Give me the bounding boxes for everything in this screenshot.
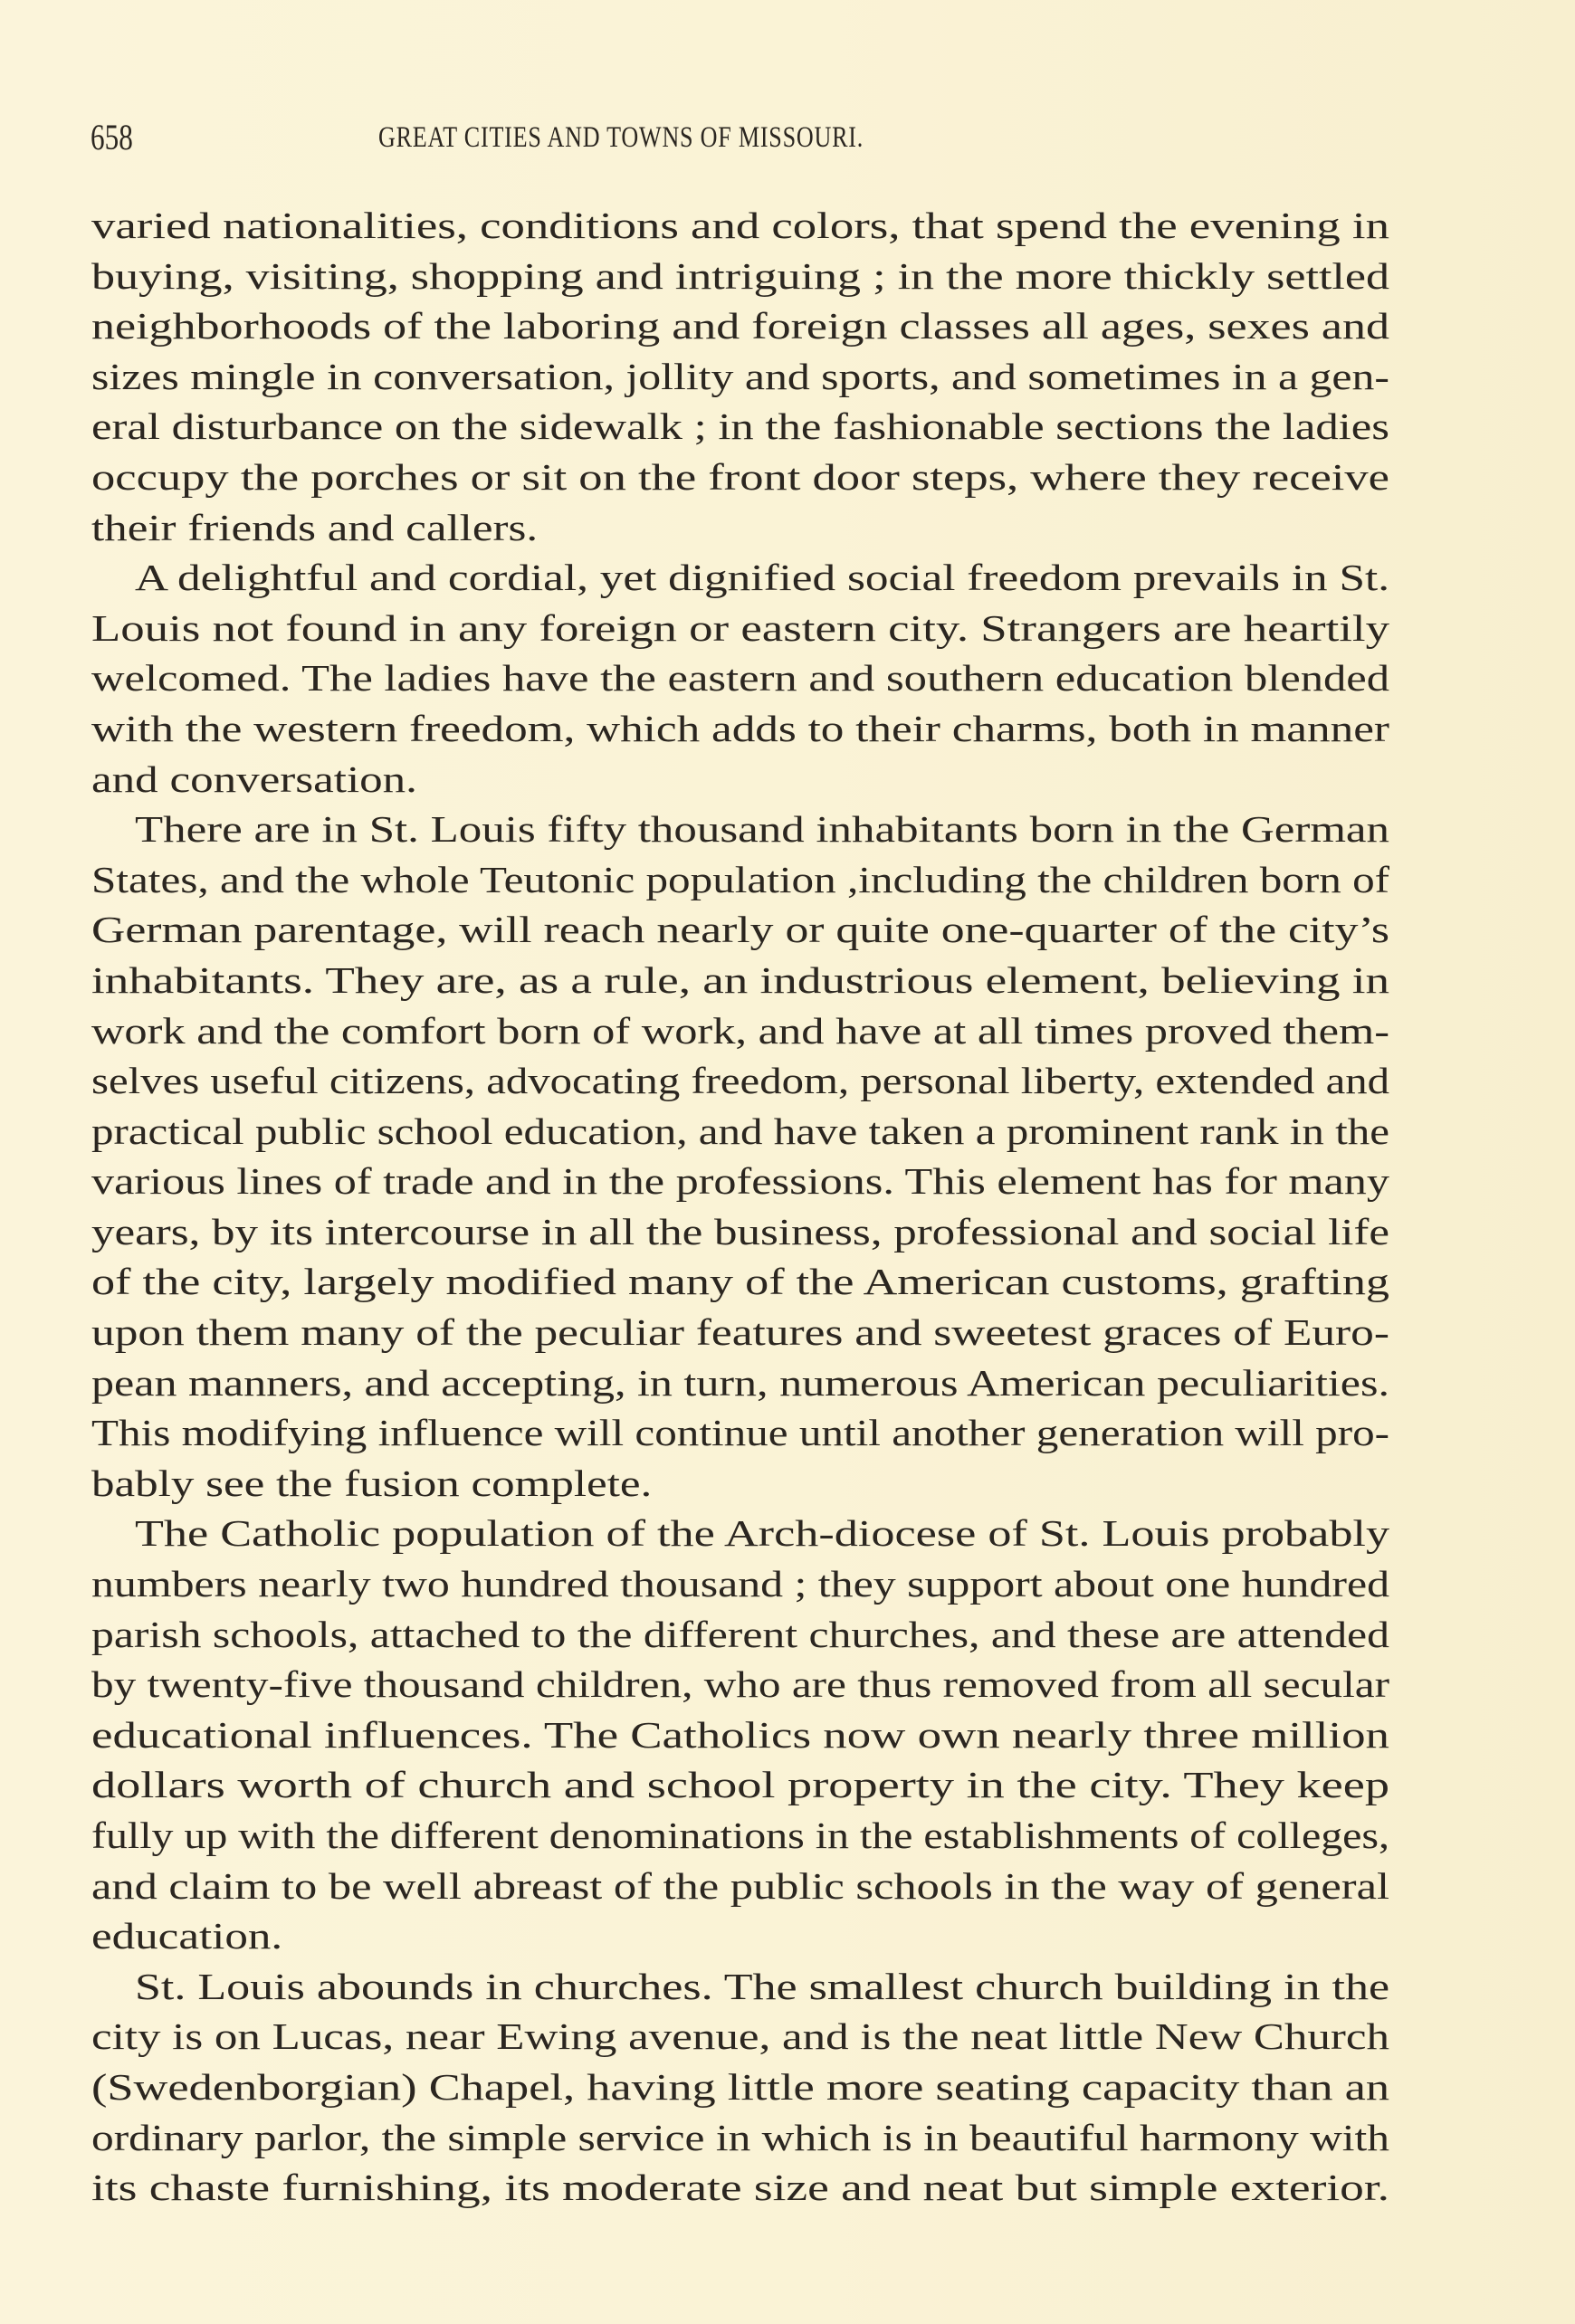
text-line — [91, 653, 1389, 704]
text-line — [91, 2062, 1389, 2113]
line-text: sizes mingle in conversation, jollity and sports, and sometimes in a gen- — [91, 355, 1389, 397]
text-line — [91, 905, 1389, 956]
line-text: occupy the porches or sit on the front door steps, where they receive — [91, 455, 1389, 498]
line-text: upon them many of the peculiar features and sweetest graces of Euro- — [91, 1311, 1389, 1354]
line-text: bably see the fusion complete. — [91, 1462, 653, 1504]
line-text: neighborhoods of the laboring and foreign classes all ages, sexes and — [91, 305, 1389, 348]
line-text: selves useful citizens, advocating freedom, personal liberty, extended and — [91, 1060, 1390, 1102]
page-number: 658 — [91, 117, 133, 157]
text-line — [91, 1358, 1389, 1409]
text-line — [91, 1157, 1389, 1207]
line-text: German parentage, will reach nearly or quite one-quarter of the city’s — [91, 909, 1389, 951]
line-text: various lines of trade and in the professions. This element has for many — [91, 1160, 1389, 1203]
paragraph-first-line — [91, 1509, 1389, 1559]
line-text: its chaste furnishing, its moderate size and neat but simple exterior. — [91, 2167, 1390, 2209]
line-text: years, by its intercourse in all the business, professional and social life — [91, 1210, 1390, 1252]
text-line — [91, 503, 1389, 554]
text-line — [91, 201, 1389, 252]
line-text: (Swedenborgian) Chapel, having little more seating capacity than an — [91, 2065, 1390, 2108]
line-text: varied nationalities, conditions and colors, that spend the evening in — [91, 205, 1389, 246]
text-line — [91, 855, 1389, 906]
text-line — [91, 452, 1389, 503]
paragraph-first-line — [91, 805, 1389, 855]
line-text: and conversation. — [91, 757, 417, 800]
line-text: their friends and callers. — [91, 506, 539, 548]
text-line — [91, 1308, 1389, 1358]
text-line — [91, 2113, 1389, 2164]
text-line — [91, 1862, 1389, 1912]
line-text: city is on Lucas, near Ewing avenue, and is the neat little New Church — [91, 2015, 1389, 2058]
line-text: work and the comfort born of work, and have at all times proved them- — [91, 1009, 1390, 1052]
line-text: educational influences. The Catholics now own nearly three million — [91, 1713, 1389, 1756]
text-line — [91, 1710, 1389, 1761]
line-text: dollars worth of church and school property in the city. They keep — [91, 1764, 1390, 1806]
text-line — [91, 1459, 1389, 1510]
running-title: GREAT CITIES AND TOWNS OF MISSOURI. — [378, 121, 864, 154]
line-text: welcomed. The ladies have the eastern and southern education blended — [91, 657, 1390, 700]
text-line — [91, 755, 1389, 805]
line-text: parish schools, attached to the different churches, and these are attended — [91, 1613, 1389, 1655]
paragraph-first-line — [91, 1962, 1389, 2013]
text-line — [91, 1107, 1389, 1157]
text-line — [91, 956, 1389, 1006]
line-text: The Catholic population of the Arch-diocese of St. Louis probably — [135, 1512, 1390, 1555]
line-text: practical public school education, and have taken a prominent rank in the — [91, 1110, 1389, 1152]
text-line — [91, 301, 1389, 352]
line-text: inhabitants. They are, as a rule, an industrious element, believing in — [91, 958, 1390, 1001]
body-text — [91, 201, 1389, 2214]
running-head — [91, 116, 1390, 161]
text-line — [91, 604, 1389, 654]
text-line — [91, 1610, 1389, 1661]
text-line — [91, 352, 1389, 403]
line-text: St. Louis abounds in churches. The smallest church building in the — [135, 1965, 1390, 2007]
text-line — [91, 1760, 1389, 1811]
line-text: States, and the whole Teutonic population ,including the children born of — [91, 858, 1390, 900]
text-line — [91, 1056, 1389, 1107]
line-text: with the western freedom, which adds to their charms, both in manner — [91, 707, 1389, 749]
line-text: eral disturbance on the sidewalk ; in the fashionable sections the ladies — [91, 405, 1389, 448]
line-text: by twenty-five thousand children, who are thus removed from all secular — [91, 1663, 1390, 1706]
line-text: There are in St. Louis fifty thousand inhabitants born in the German — [135, 808, 1390, 851]
text-line — [91, 1811, 1389, 1862]
line-text: This modifying influence will continue until another generation will pro- — [91, 1412, 1389, 1454]
text-line — [91, 1559, 1389, 1610]
text-line — [91, 1257, 1389, 1308]
line-text: A delightful and cordial, yet dignified social freedom prevails in St. — [135, 557, 1390, 599]
line-text: ordinary parlor, the simple service in which is in beautiful harmony with — [91, 2116, 1389, 2158]
line-text: Louis not found in any foreign or eastern city. Strangers are heartily — [91, 606, 1390, 649]
text-line — [91, 1408, 1389, 1459]
line-text: buying, visiting, shopping and intriguing ; in the more thickly settled — [91, 254, 1390, 297]
text-line — [91, 2163, 1389, 2214]
text-line — [91, 1660, 1389, 1710]
text-line — [91, 1911, 1389, 1962]
line-text: and claim to be well abreast of the public schools in the way of general — [91, 1864, 1389, 1907]
text-line — [91, 704, 1389, 755]
line-text: numbers nearly two hundred thousand ; they support about one hundred — [91, 1563, 1389, 1605]
text-line — [91, 402, 1389, 452]
line-text: of the city, largely modified many of the American customs, grafting — [91, 1261, 1390, 1303]
text-line — [91, 2012, 1389, 2062]
text-line — [91, 1006, 1389, 1057]
text-line — [91, 252, 1389, 302]
text-line — [91, 1207, 1389, 1258]
line-text: pean manners, and accepting, in turn, numerous American peculiarities. — [91, 1361, 1390, 1404]
line-text: fully up with the different denominations in the establishments of colleges, — [91, 1814, 1390, 1856]
line-text: education. — [91, 1915, 283, 1957]
paragraph-first-line — [91, 553, 1389, 604]
